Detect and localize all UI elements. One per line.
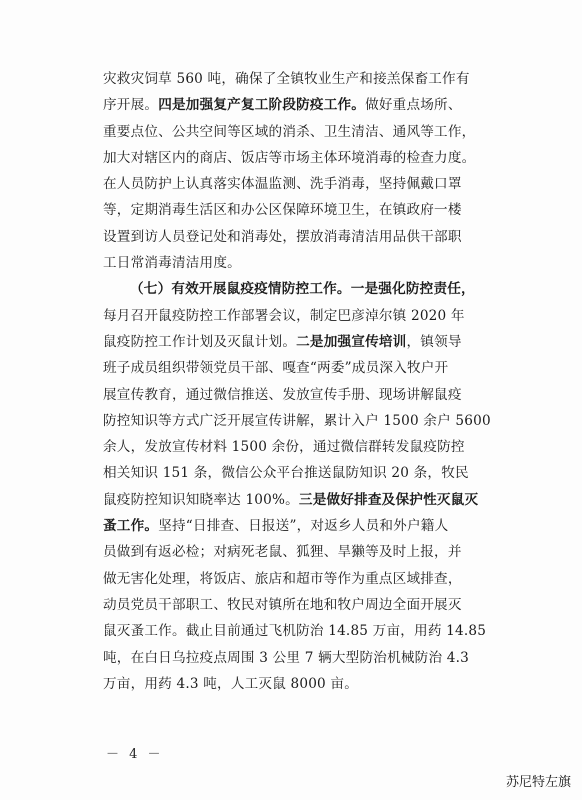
text-line — [103, 460, 495, 486]
text-segment: 展宣传教育，通过微信推送、发放宣传手册、现场讲解鼠疫 — [103, 386, 462, 403]
text-line — [103, 250, 495, 276]
text-line — [103, 671, 495, 697]
text-line — [103, 276, 495, 302]
text-segment: 员做到有返必检；对病死老鼠、狐狸、旱獭等及时上报，并 — [103, 544, 462, 561]
text-line — [103, 224, 495, 250]
text-segment: 做无害化处理，将饭店、旅店和超市等作为重点区域排查， — [103, 570, 462, 587]
text-segment: 防控知识等方式广泛开展宣传讲解，累计入户 1500 余户 5600 — [103, 412, 491, 429]
text-segment: 余人，发放宣传材料 1500 余份，通过微信群转发鼠疫防控 — [103, 439, 465, 456]
text-line — [103, 171, 495, 197]
text-line — [103, 618, 495, 644]
text-line — [103, 487, 495, 513]
document-body — [103, 66, 495, 697]
text-line — [103, 355, 495, 381]
bold-text-segment: 蚤工作。 — [103, 518, 159, 535]
text-segment: ，镇领导 — [406, 333, 462, 350]
text-line — [103, 434, 495, 460]
text-line — [103, 566, 495, 592]
bold-text-segment: 三是做好排查及保护性灭鼠灭 — [298, 491, 479, 508]
text-line — [103, 145, 495, 171]
text-segment: 每月召开鼠疫防控工作部署会议，制定巴彦淖尔镇 2020 年 — [103, 307, 465, 324]
text-segment: 加大对辖区内的商店、饭店等市场主体环境消毒的检查力度。 — [103, 149, 476, 166]
text-segment: 灾救灾饲草 560 吨，确保了全镇牧业生产和接羔保畜工作有 — [103, 71, 470, 87]
text-line — [103, 329, 495, 355]
text-segment: 坚持“日排查、日报送”，对返乡人员和外户籍人 — [158, 518, 449, 535]
text-line — [103, 645, 495, 671]
text-segment: 鼠疫防控工作计划及灭鼠计划。 — [103, 333, 297, 350]
text-segment: 鼠疫防控知识知晓率达 100%。 — [103, 491, 299, 508]
text-segment: 鼠灭蚤工作。截止目前通过飞机防治 14.85 万亩，用药 14.85 — [103, 623, 487, 640]
text-line — [103, 592, 495, 618]
bold-text-segment: 二是加强宣传培训 — [296, 333, 407, 350]
text-line — [103, 539, 495, 565]
text-segment: 动员党员干部职工、牧民对镇所在地和牧户周边全面开展灭 — [103, 596, 462, 613]
bold-text-segment: 四是加强复产复工阶段防疫工作。 — [158, 97, 366, 114]
text-line — [103, 92, 495, 118]
text-line — [103, 513, 495, 539]
text-line — [103, 303, 495, 329]
text-segment: 吨，在白日乌拉疫点周围 3 公里 7 辆大型防治机械防治 4.3 — [103, 649, 469, 666]
text-line — [103, 408, 495, 434]
text-line — [103, 197, 495, 223]
text-segment: 序开展。 — [103, 97, 159, 114]
text-segment: 班子成员组织带领党员干部、嘎查“两委”成员深入牧户开 — [103, 360, 449, 377]
text-segment: 工日常消毒清洁用度。 — [103, 255, 241, 272]
text-segment: 设置到访人员登记处和消毒处，摆放消毒清洁用品供干部职 — [103, 228, 462, 245]
text-segment: 在人员防护上认真落实体温监测、洗手消毒，坚持佩戴口罩 — [103, 176, 462, 193]
text-segment: 相关知识 151 条，微信公众平台推送鼠防知识 20 条，牧民 — [103, 465, 469, 482]
text-segment: 万亩，用药 4.3 吨，人工灭鼠 8000 亩。 — [103, 675, 359, 692]
text-segment: 等，定期消毒生活区和办公区保障环境卫生，在镇政府一楼 — [103, 202, 462, 219]
text-line — [103, 382, 495, 408]
bold-text-segment: （七）有效开展鼠疫疫情防控工作。一是强化防控责任， — [130, 281, 475, 298]
text-segment: 做好重点场所、 — [365, 97, 462, 114]
text-line — [103, 66, 495, 92]
page-number: － 4 － — [106, 747, 164, 762]
text-line — [103, 119, 495, 145]
source-watermark: 苏尼特左旗 — [505, 775, 571, 790]
text-segment: 重要点位、公共空间等区域的消杀、卫生清洁、通风等工作， — [103, 123, 476, 140]
